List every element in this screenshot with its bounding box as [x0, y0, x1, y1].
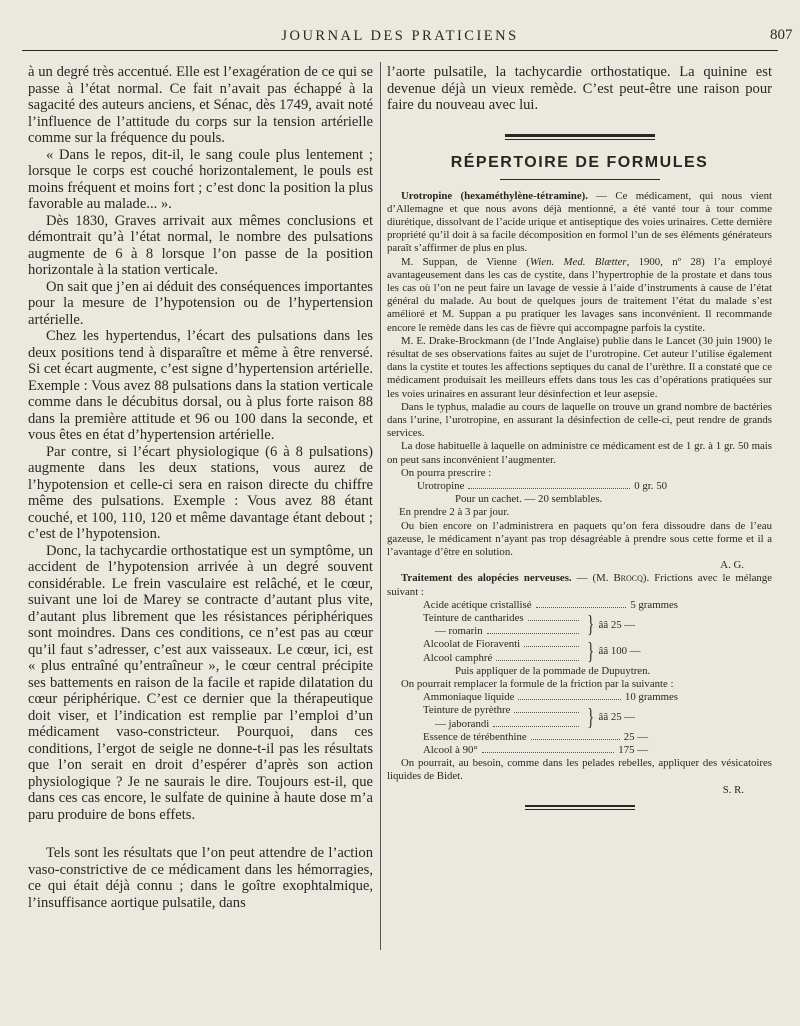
author-signature: A. G. — [720, 559, 744, 572]
paragraph: Dans le typhus, maladie au cours de laquelle on trouve un grand nombre de bactéries dans l’urine, l’urotropine, en assurant la désinfection de celle-ci, peut rendre de grands services. — [387, 400, 772, 440]
alopecies-intro: Traitement des alopécies nerveuses. — (M. Brocq). Frictions avec le mélange suivant : — [387, 572, 772, 598]
formula-quantity: ââ 25 — — [598, 711, 636, 724]
running-head: JOURNAL DES PRATICIENS — [281, 28, 519, 44]
formula-group — [423, 612, 772, 638]
author-name: Brocq — [613, 572, 643, 585]
paragraph: Ou bien encore on l’administrera en paquets qu’on fera dissoudre dans de l’eau gazeuse, le médicament n’ayant pas trop désagréable à prendre sous cette forme et il a l’avantage d’être en solution. — [387, 519, 772, 558]
formula-1 — [387, 599, 772, 678]
formula-quantity: ââ 100 — — [598, 645, 641, 657]
paragraph: M. E. Drake-Brockmann (de l’Inde Anglaise) publie dans le Lancet (30 juin 1900) le résultat de ses observations faites au sujet de l’urotropine. Cet auteur l’utilise également dans la cystite et toutes les affections septiques du canal de l’urèthre. Il a constaté que ce médicament produisait les meilleurs effets dans tous les cas d’opérations pratiquées sur les voies urinaires en assurant leur désinfection et leur asepsie. — [387, 334, 772, 400]
formula-group — [423, 704, 772, 730]
left-column — [28, 64, 373, 911]
paragraph: On pourrait, au besoin, comme dans les pelades rebelles, appliquer des vésicatoires liquides de Bidet. — [387, 757, 772, 783]
title-underline — [500, 179, 660, 180]
paragraph: Dès 1830, Graves arrivait aux mêmes conclusions et démontrait qu’à l’état normal, le nombre des pulsations augmente de 6 à 8 lorsque l’on passe de la position horizontale à la station verticale. — [28, 212, 373, 278]
urotropine-intro: Urotropine (hexaméthylène-tétramine). — Ce médicament, qui nous vient d’Allemagne et que nous avons déjà mentionné, a été vanté tour à tour comme diurétique, dissolvant de l’acide urique et antiseptique des voies urinaires. Cette dernière propriété qu’il doit à sa facile décomposition en formol l’un de ses éléments générateurs paraît s’affirmer de plus en plus. — [387, 189, 772, 255]
formula-line: Ammoniaque liquide 10 grammes — [423, 691, 678, 704]
paragraph: Donc, la tachycardie orthostatique est un symptôme, un accident de l’hypotension arrivée à un degré souvent considérable. Le frein vasculaire est relâché, et le cœur, suivant une loi de Marey se contracte d’autant plus vite, d’autant plus librement que les résistances périphériques sont moindres. Dans ces conditions, ce n’est pas au cœur qu’il faut s’adresser, c’est aux vaisseaux. Le cœur, ici, est « plus entraîné qu’entraîneur », le cœur central précipite ses battements en raison de la facile et rapide dilatation du cœur périphérique. C’est ce dernier que la thérapeutique doit viser, et l’indication est remplie par l’emploi d’un médicament vaso-constricteur. Pourquoi, dans ces conditions, l’ergot de seigle ne donne-t-il pas les résultats que l’on serait en droit d’espérer d’après son action physiologique ? Je ne saurais le dire. Toujours est-il, que dans ces cas encore, le sulfate de quinine à haute dose m’a paru produire de bons effets. — [28, 542, 373, 823]
formula-note: Puis appliquer de la pommade de Dupuytren. — [455, 664, 651, 677]
formula-line: Alcool à 90° 175 — — [423, 744, 648, 757]
column-divider — [380, 62, 381, 950]
prescription-line: En prendre 2 à 3 par jour. — [399, 506, 510, 519]
page-number: 807 — [770, 27, 793, 43]
paragraph: On pourrait remplacer la formule de la friction par la suivante : — [401, 678, 674, 691]
section-ornament — [505, 134, 655, 140]
journal-name: Wien. Med. Blætter — [529, 255, 627, 268]
paragraph: Tels sont les résultats que l’on peut attendre de l’action vaso-constrictive de ce médicament dans les hémorragies, ce qui était déjà connu ; dans le goître exophtalmique, l’insuffisance aortique pulsatile, dans — [28, 845, 373, 911]
formula-2 — [387, 691, 772, 757]
formula-group — [423, 638, 772, 664]
paragraph: à un degré très accentué. Elle est l’exagération de ce qui se passe à l’état normal. Ce fait n’avait pas échappé à la sagacité des auteurs anciens, et Sénac, dès 1749, avait noté l’influence de l’attitude du corps sur la tension artérielle comme sur la fréquence du pouls. — [28, 64, 373, 146]
right-column — [387, 64, 772, 810]
paragraph: « Dans le repos, dit-il, le sang coule plus lentement ; lorsque le corps est couché horizontalement, le pouls est moins fréquent et moins fort ; c’est donc la position la plus favorable au malade... ». — [28, 146, 373, 212]
continuation-paragraph: l’aorte pulsatile, la tachycardie orthostatique. La quinine est devenue déjà un vieux remède. C’est peut-être une raison pour faire du nouveau avec lui. — [387, 64, 772, 113]
paragraph: M. Suppan, de Vienne (Wien. Med. Blætter, 1900, nº 28) l’a employé avantageusement dans les cas de cystite, dans l’hypertrophie de la prostate et dans tous les cas où l’on ne peut faire un lavage de vessie à l’aide d’instruments à cause de l’état général du malade. Au bout de quelques jours de traitement l’état du malade s’est amélioré et M. Suppan a pu pratiquer les lavages sans inconvénient. Il recommande encore le remède dans les cas de fièvre qui accompagne parfois la cystite. — [387, 255, 772, 334]
formulary-body — [387, 190, 772, 810]
formula-line: Teinture de pyrèthre — [423, 704, 583, 717]
prescription — [387, 480, 772, 520]
brace: } — [587, 612, 595, 639]
brace: } — [587, 638, 595, 665]
formula-quantity: ââ 25 — — [598, 618, 636, 631]
formula-line: Alcoolat de Fioraventi — [423, 638, 583, 651]
header-rule — [22, 50, 778, 51]
alopecies-title: Traitement des alopécies nerveuses. — [401, 572, 572, 585]
paragraph: Par contre, si l’écart physiologique (6 à 8 pulsations) augmente dans les deux stations, vous aurez de l’hypotension et celle-ci sera en raison directe du chiffre même des pulsations. Exemple : Vous avez 88 étant couché, et 100, 110, 120 et même davantage étant debout ; c’est de l’hypotension. — [28, 443, 373, 542]
formula-line: — romarin — [423, 625, 583, 638]
paragraph: On sait que j’en ai déduit des conséquences importantes pour la mesure de l’hypotension ou de l’hypertension artérielle. — [28, 278, 373, 328]
formula-line: Essence de térébenthine 25 — — [423, 730, 648, 743]
prescription-line: Pour un cachet. — 20 semblables. — [455, 493, 603, 506]
paragraph: On pourra prescrire : — [401, 466, 492, 479]
prescription-line: Urotropine 0 gr. 50 — [417, 479, 667, 492]
paragraph: La dose habituelle à laquelle on administre ce médicament est de 1 gr. à 1 gr. 50 mais on peut sans inconvénient l’augmenter. — [387, 440, 772, 466]
author-signature: S. R. — [722, 783, 744, 796]
brace: } — [587, 704, 595, 731]
paragraph: Chez les hypertendus, l’écart des pulsations dans les deux positions tend à disparaître et même à être renversé. Si cet écart augmente, c’est signe d’hypertension artérielle. Exemple : Vous avez 88 pulsations dans la station verticale comme dans le décubitus dorsal, ou à plus forte raison 88 dans la première attitude et 96 ou 100 dans la seconde, et vous êtes en état d’hypertension artérielle. — [28, 328, 373, 443]
formula-line: Teinture de cantharides — [423, 612, 583, 625]
end-ornament — [525, 805, 635, 810]
section-title: RÉPERTOIRE DE FORMULES — [450, 153, 709, 171]
formula-line: Acide acétique cristallisé 5 grammes — [423, 598, 678, 611]
formula-line: Alcool camphré — [423, 652, 583, 665]
formula-line: — jaborandi — [423, 718, 583, 731]
urotropine-title: Urotropine (hexaméthylène-tétramine). — [401, 189, 588, 202]
